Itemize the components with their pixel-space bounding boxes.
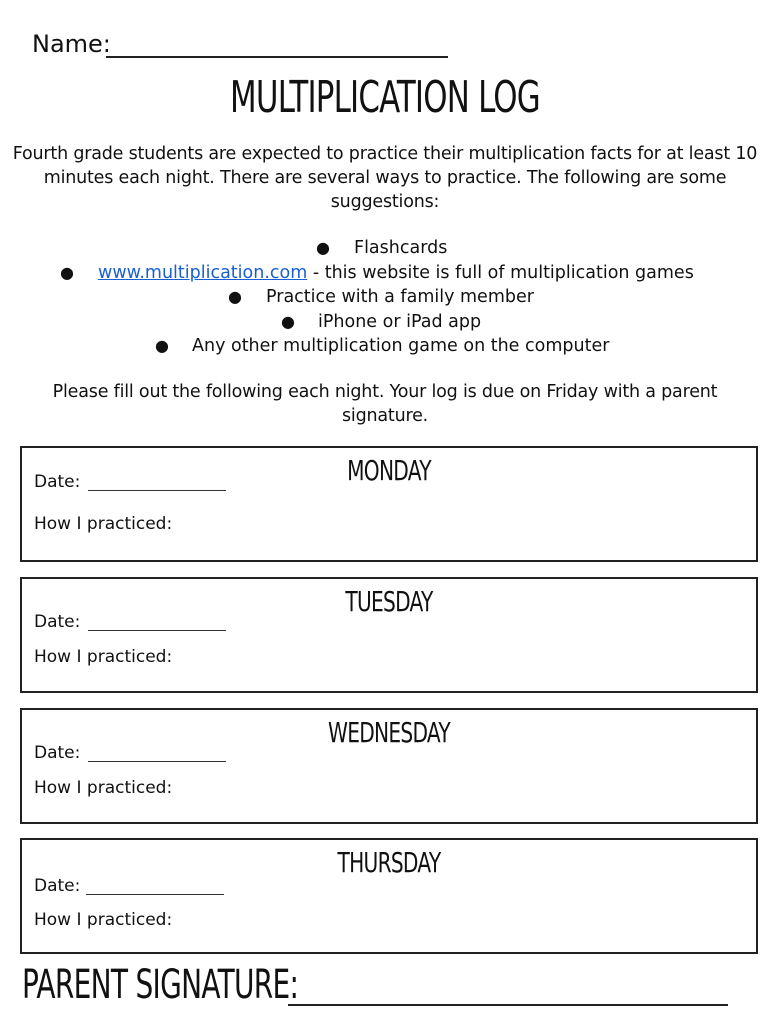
date-label: Date: [34,472,81,492]
date-field-line[interactable] [88,490,226,491]
practiced-label: How I practiced: [34,514,173,534]
day-box-wednesday [20,708,758,824]
suggestion-text: Any other multiplication game on the computer [192,336,610,356]
day-box-thursday [20,838,758,954]
intro-paragraph: Fourth grade students are expected to practice their multiplication facts for at least 10 minutes each night. There are several ways to practice. The following are some suggestions: [12,144,758,212]
page-title: MULTIPLICATION LOG [230,72,540,123]
bullet-icon: ● [281,311,295,331]
parent-signature-line[interactable] [288,1004,728,1006]
parent-signature-label: PARENT SIGNATURE: [22,962,299,1008]
suggestion-text: Flashcards [354,238,448,258]
practiced-label: How I practiced: [34,778,173,798]
suggestion-text: iPhone or iPad app [318,311,482,332]
date-label: Date: [34,612,81,632]
suggestion-text: - this website is full of multiplication games [307,262,694,283]
day-title: MONDAY [347,454,431,487]
practiced-label: How I practiced: [34,647,173,667]
list-item [0,261,770,286]
day-box-monday [20,446,758,562]
day-title: TUESDAY [345,585,433,618]
bullet-icon: ● [155,336,169,355]
date-field-line[interactable] [86,894,224,895]
list-item [0,236,770,261]
list-item [0,334,770,359]
practiced-label: How I practiced: [34,910,173,930]
day-box-tuesday [20,577,758,693]
suggestions-list [0,236,770,359]
instructions-paragraph: Please fill out the following each night. Your log is due on Friday with a parent signature. [52,382,718,426]
day-title: THURSDAY [337,846,441,879]
date-label: Date: [34,876,81,896]
bullet-icon: ● [60,262,74,282]
bullet-icon: ● [228,287,242,306]
bullet-icon: ● [316,238,330,257]
multiplication-website-link[interactable]: www.multiplication.com [98,262,308,283]
name-field-line[interactable] [106,56,448,58]
date-field-line[interactable] [88,761,226,762]
day-title: WEDNESDAY [327,716,451,749]
suggestion-text: Practice with a family member [266,287,534,307]
list-item [0,285,770,310]
list-item [0,310,770,335]
date-label: Date: [34,743,81,763]
date-field-line[interactable] [88,630,226,631]
name-label: Name: [32,30,111,58]
